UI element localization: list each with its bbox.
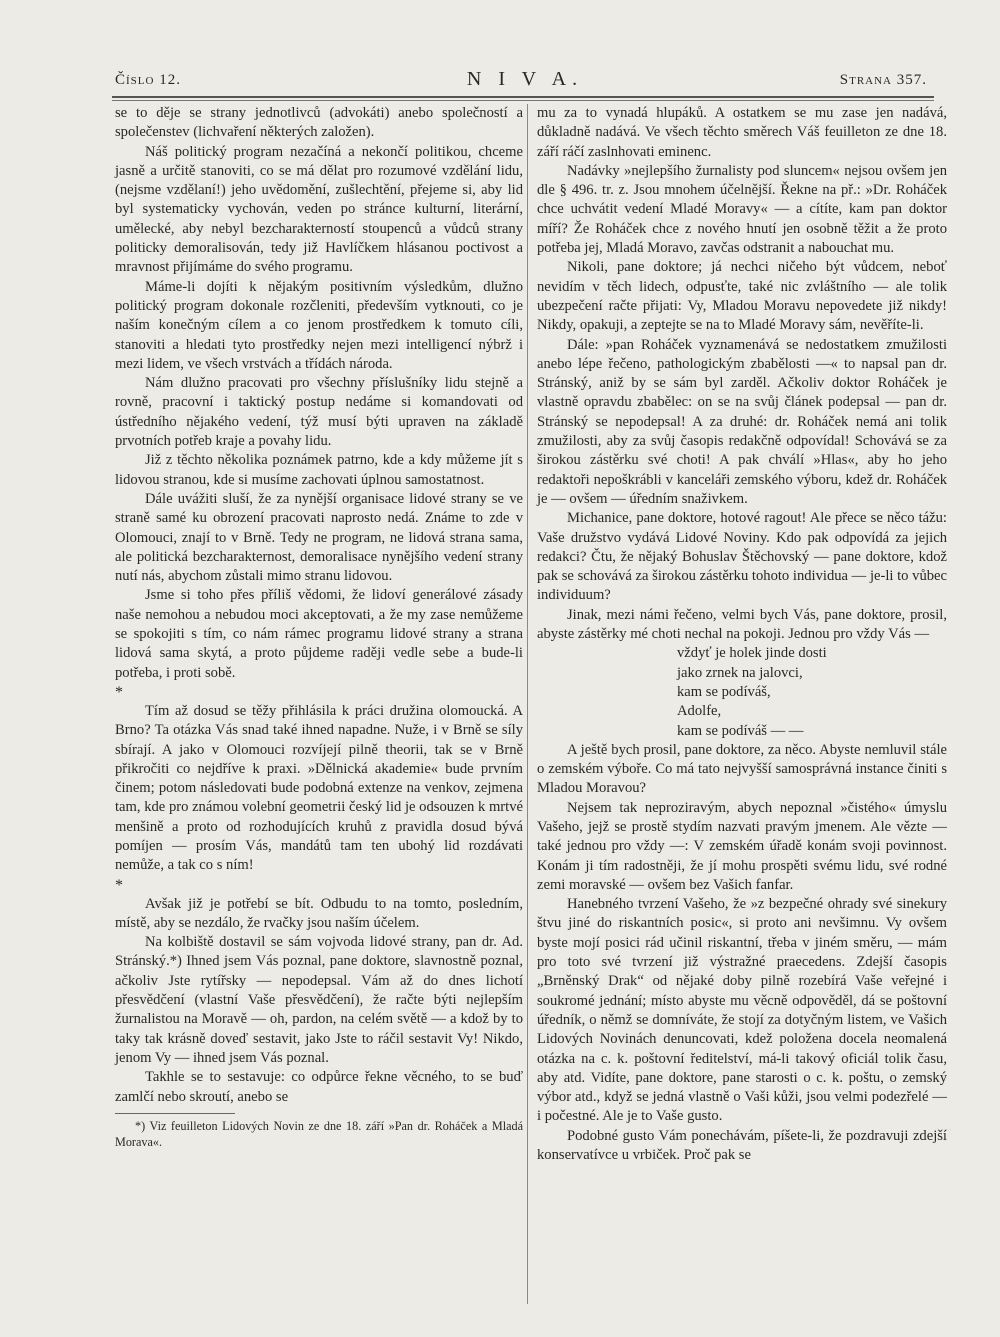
- footnote: [115, 1118, 523, 1150]
- verse-line: vždyť je holek jinde dosti: [677, 645, 827, 662]
- paragraph: Jinak, mezi námi řečeno, velmi bych Vás, pane doktore, prosil, abyste zástěrky mé choti nechal na pokoji. Jednou pro vždy Vás —: [537, 606, 947, 643]
- paragraph: Takhle se to sestavuje: co odpůrce řekne věcného, to se buď zamlčí nebo skroutí, anebo se: [115, 1069, 523, 1105]
- issue-number: Číslo 12.: [115, 72, 181, 88]
- verse-line: jako zrnek na jalovci,: [677, 664, 803, 681]
- right-column: [537, 104, 947, 1165]
- paragraph: Náš politický program nezačíná a nekončí politikou, chceme jasně a určitě stanoviti, co se má dělat pro rozumové vzdělání lidu, (nejsme vzdělaní!) jeho uvědomění, zušlechtění, přejeme si, aby lid byl systematicky vychován, veden po stránce kulturní, literární, umělecké, aby nebyl bezcharakterností stoupenců a vůdců strany politicky demoralisován, tedy již Havlíčkem hlásanou poctivost a mravnost přijímáme do svého programu.: [115, 143, 523, 276]
- paragraph: A ještě bych prosil, pane doktore, za něco. Abyste nemluvil stále o zemském výboře. Co má tato nejvyšší samosprávná instance činiti s Mladou Moravou?: [537, 741, 947, 797]
- paragraph: Dále: »pan Roháček vyznamenává se nedostatkem zmužilosti anebo lépe řečeno, pathologickým zbabělosti —« to napsal pan dr. Stránský, aniž by se sám byl zarděl. Ačkoliv doktor Roháček je vlastně opravdu zbabělec: on se na svůj článek podepsal — pan dr. Stránský se nepodepsal! A za druhé: dr. Roháček nemá ani tolik zmužilosti, aby za svůj časopis redakčně odpovídal! Schovává se za širokou zástěrku své choti! A pak chválí »Hlas«, aby ho jeho redaktoři nepoškrábli v kanceláři zemského výboru, kdež dr. Roháček je — ovšem — úředním snaživkem.: [537, 336, 947, 507]
- page-header: [115, 68, 935, 94]
- journal-title: N I V A.: [466, 68, 584, 90]
- paragraph: Máme-li dojíti k nějakým positivním výsledkům, dlužno politický program dokonale rozčleniti, především vytknouti, co je naším konečným cílem a co jenom prostředkem k tomuto cíli, stanoviti a hledati tyto prostředky nejen mezi intelligencí nýbrž i mezi lidem, ve všech vrstvách a třídách národa.: [115, 278, 523, 372]
- left-column: [115, 104, 523, 1150]
- paragraph: Nikoli, pane doktore; já nechci ničeho být vůdcem, neboť nevidím v těch lidech, odpusťte, také nic zvláštního — ale tolik ubezpečení račte přijati: Vy, Mladou Moravu nepovedete již nikdy! Nikdy, opakuji, a zeptejte se na to Mladé Moravy sám, nevěříte-li.: [537, 259, 947, 334]
- paragraph: Michanice, pane doktore, hotové ragout! Ale přece se něco tážu: Vaše družstvo vydává Lidové Noviny. Kdo pak odpovídá za jejich redakci? Čtu, že nějaký Bohuslav Štěchovský — pane doktore, kdož pak se schovává za širokou zástěrku tohoto individua — je-li to vůbec individuum?: [537, 510, 947, 604]
- paragraph: Na kolbiště dostavil se sám vojvoda lidové strany, pan dr. Ad. Stránský.*) Ihned jsem Vás poznal, pane doktore, slavnostně poznal, ačkoliv Jste rytířsky — nepodepsal. Vám až do dnes lichotí přesvědčení (vlastní Vaše přesvědčení), že račte býti nejlepším žurnalistou na Moravě — oh, pardon, na celém světě — a kdož by to taky tak krásně doveď sestavit, jako Jste to ráčil sestavit Vy! Nikdo, jenom Vy — ihned jsem Vás poznal.: [115, 934, 523, 1066]
- paragraph: Hanebného tvrzení Vašeho, že »z bezpečné ohrady své sinekury štvu jiné do riskantních posic«, si proto ani nevšimnu. Vy ovšem byste mojí posici rád učinil riskantní, třeba v jiném směru, — mám pro toto své tvrzení již výstražné praecedens. Zdejší časopis „Brněnský Drak“ od nějaké doby pilně rozebírá Vaše veřejné i soukromé jednání; místo abyste mu věcně odpověděl, dá se poštovní úředník, o němž se domníváte, že stojí za dotyčným listem, ve Vašich Lidových Novinách denuncovati, kdež položena docela neomalená otázka na c. k. poštovní ředitelství, má-li takový oficiál tolik času, aby atd. Vidíte, pane doktore, pane starosti o c. k. poštu, o zemský výbor atd., když se jedná vlastně o Vaši kůži, jsou velmi podezřelé — i počestné. Ale je to Vaše gusto.: [537, 896, 947, 1125]
- paragraph: mu za to vynadá hlupáků. A ostatkem se mu zase jen nadává, důkladně nadává. Ve všech těchto směrech Váš feuilleton ze dne 18. září ráčí zaslnhovati eminenc.: [537, 105, 947, 160]
- paragraph: Nejsem tak neproziravým, abych nepoznal »čistého« úmyslu Vašeho, jejž se prostě stydím nazvati pravým jmenem. Ale vězte — také jednou pro vždy —: V zemském úřadě konám svoji povinnost. Konám ji tím radostněji, že jí mohu prospěti svému lidu, své rodné zemi moravské — ovšem bez Vašich fanfar.: [537, 799, 947, 893]
- header-rule: [112, 96, 934, 98]
- verse-block: [537, 644, 947, 740]
- verse-line: Adolfe,: [677, 703, 722, 720]
- paragraph: Jsme si toho přes příliš vědomi, že lidoví generálové zásady naše nemohou a nebudou moci akceptovati, a že my zase nemůžeme se spokojiti s tím, co nám rámec programu lidové strany a strana lidová sama skytá, a proto půjdeme raději vedle sebe a bude-li potřeba, i proti sobě.: [115, 587, 523, 681]
- paragraph: Již z těchto několika poznámek patrno, kde a kdy můžeme jít s lidovou stranou, kde si musíme zachovati úplnou samostatnost.: [115, 452, 523, 488]
- paragraph: Nadávky »nejlepšího žurnalisty pod sluncem« nejsou ovšem jen dle § 496. tr. z. Jsou mnohem účelnější. Řekne na př.: »Dr. Roháček chce uchvátit vedení Mladé Moravy« — a cítíte, kam pan doktor míří? Že Roháček chce z nového hnutí jen osobně těžit a že proto potřeba jej, Mladá Moravo, zavčas odstranit a nabouchat mu.: [537, 162, 947, 257]
- footnote-rule: [115, 1113, 235, 1114]
- paragraph: Podobné gusto Vám ponechávám, píšete-li, že pozdravuji zdejší konservatívce u vrbiček. Proč pak se: [537, 1127, 947, 1164]
- section-divider-asterisk: *: [115, 876, 123, 894]
- footnote-text: *) Viz feuilleton Lidových Novin ze dne 18. září »Pan dr. Roháček a Mladá Morava«.: [115, 1118, 523, 1149]
- paragraph: Dále uvážiti sluší, že za nynější organisace lidové strany se ve straně samé ku obrození pracovati naprosto nedá. Známe to zde v Olomouci, znají to v Brně. Tedy ne program, ne lidová strana sama, ale politická bezcharakternost, demoralisace nynějšího vedení strany nutí nás, abychom zůstali mimo stranu lidovou.: [115, 490, 523, 585]
- page-number: Strana 357.: [839, 72, 927, 88]
- paragraph: Avšak již je potřebí se bít. Odbudu to na tomto, posledním, místě, aby se nezdálo, že rvačky jsou naším účelem.: [115, 895, 523, 931]
- section-divider-asterisk: *: [115, 683, 123, 701]
- paragraph: Nám dlužno pracovati pro všechny příslušníky lidu stejně a rovně, pracovní i taktický postup nedáme si komandovati od ústředního nějakého vedení, týž musí býti upraven na základě prvotních potřeb kraje a povahy lidu.: [115, 375, 523, 450]
- paragraph: Tím až dosud se těžy přihlásila k práci družina olomoucká. A Brno? Ta otázka Vás snad také ihned napadne. Nuže, i v Brně se síly sbírají. A jako v Olomouci rozvíjejí pilně theorii, tak se v Brně přikročiti co nejdříve k praxi. »Dělnická akademie« bude prvním činem; potom následovati bude podobná extenze na venkov, zejmena tam, kde pro známou volební geometrii český lid je odsouzen k mrtvé menšině a proto od rozhodujících kruhů z pravidla dosud bývá pomíjen — prosím Vás, mandátů tam ten ubohý lid rozdávati nemůže, a tak co s ním!: [115, 702, 523, 874]
- column-separator: [527, 104, 528, 1304]
- header-rule-thin: [112, 100, 934, 101]
- paragraph: se to děje se strany jednotlivců (advokáti) anebo společností a společenstev (lichvaření některých založen).: [115, 105, 523, 141]
- verse-line: kam se podíváš,: [677, 683, 771, 700]
- verse-line: kam se podíváš — —: [677, 722, 804, 739]
